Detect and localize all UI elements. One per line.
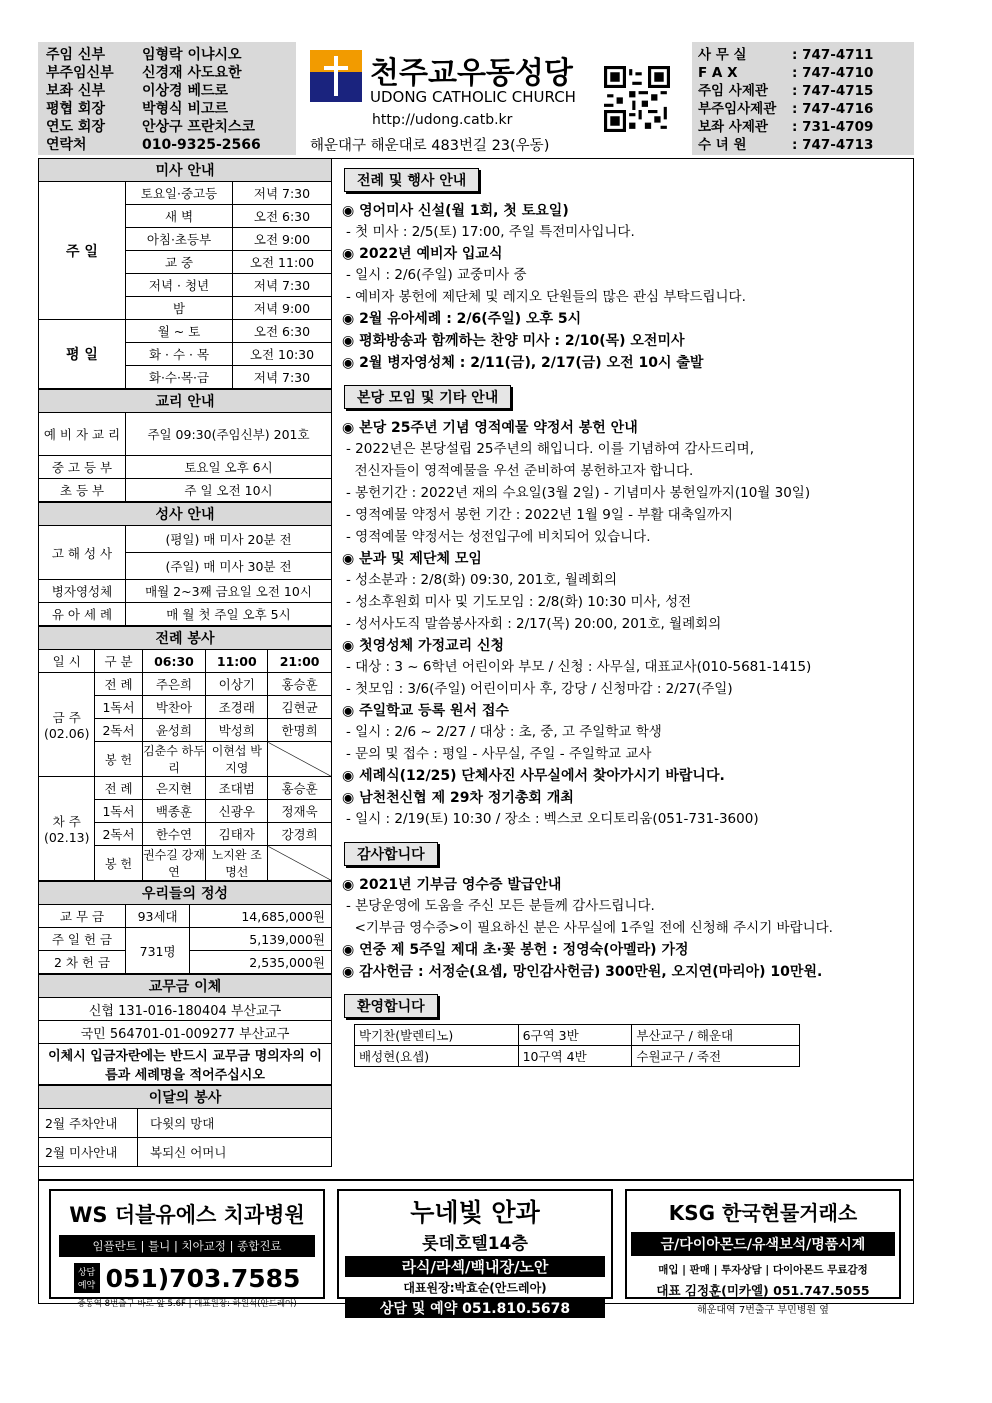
week-label xyxy=(39,777,95,881)
table-cell: 화 · 수 · 목 xyxy=(126,343,233,366)
church-logo-icon xyxy=(310,50,362,102)
monthly-service-table xyxy=(38,1085,332,1167)
week-date: (02.13) xyxy=(43,830,90,845)
table-cell: 5,139,000원 xyxy=(190,928,332,951)
table-cell: 매월 2~3째 금요일 오전 10시 xyxy=(126,580,332,603)
phone-number: : 747-4716 xyxy=(792,101,874,117)
table-cell: 오전 11:00 xyxy=(233,251,332,274)
table-cell: 2,535,000원 xyxy=(190,951,332,974)
ad-exchange-address: 해운대역 7번출구 부민병원 옆 xyxy=(697,1305,829,1316)
table-row xyxy=(39,182,332,205)
clergy-name: 임형락 이냐시오 xyxy=(142,47,242,63)
ad-eye-phone: 상담 및 예약 051.810.5678 xyxy=(345,1298,605,1318)
announcement-line: - 2022년은 본당설립 25주년의 해입니다. 이를 기념하여 감사드리며, xyxy=(346,441,755,457)
table-cell: 731명 xyxy=(126,928,190,974)
announcement-heading: ◉ 감사헌금 : 서정순(요셉, 망인감사헌금) 300만원, 오지연(마리아) 10만원. xyxy=(342,964,823,980)
table-cell: 전 례 xyxy=(95,777,142,800)
table-cell: 김춘수 하두리 xyxy=(142,742,206,777)
phone-label: 수 녀 원 xyxy=(698,137,747,153)
table-cell: 2독서 xyxy=(95,719,142,742)
table-cell: 저녁 · 청년 xyxy=(126,274,233,297)
phone-label: F A X xyxy=(698,65,738,81)
announcement-heading: ◉ 평화방송과 함께하는 찬양 미사 : 2/10(목) 오전미사 xyxy=(342,333,685,349)
table-row xyxy=(39,673,332,696)
clergy-role: 연락처 xyxy=(46,137,87,153)
table-cell: 백종훈 xyxy=(142,800,206,823)
phone-label: 주임 사제관 xyxy=(698,83,768,99)
table-cell: 이상기 xyxy=(206,673,268,696)
table-row xyxy=(39,456,332,479)
section-tag: 전례 및 행사 안내 xyxy=(344,168,479,192)
church-name-kr: 천주교우동성당 xyxy=(370,56,573,91)
mass-table xyxy=(38,158,332,389)
ad-eye-title: 누네빛 안과 xyxy=(410,1198,540,1227)
transfer-title: 교무금 이체 xyxy=(39,975,332,998)
table-cell: 일 시 xyxy=(39,650,95,673)
clergy-row xyxy=(46,46,296,64)
ad-dental[interactable] xyxy=(49,1189,325,1309)
table-cell: 06:30 xyxy=(142,650,206,673)
phone-label: 사 무 실 xyxy=(698,47,747,63)
announcement-heading: ◉ 2022년 예비자 입교식 xyxy=(342,246,503,262)
table-cell: 2독서 xyxy=(95,823,142,846)
left-column xyxy=(38,158,332,1167)
welcome-table xyxy=(354,1024,800,1067)
table-cell: 수원교구 / 죽전 xyxy=(632,1046,800,1067)
clergy-role: 연도 회장 xyxy=(46,119,105,135)
table-cell: 14,685,000원 xyxy=(190,905,332,928)
phone-row xyxy=(698,82,914,100)
table-cell: 오전 9:00 xyxy=(233,228,332,251)
announcement-line: - 본당운영에 도움을 주신 모든 분들께 감사드립니다. xyxy=(346,898,655,914)
table-cell: 은지현 xyxy=(142,777,206,800)
phone-row xyxy=(698,118,914,136)
table-cell: 월 ~ 토 xyxy=(126,320,233,343)
table-cell: 저녁 9:00 xyxy=(233,297,332,320)
phone-number: : 747-4715 xyxy=(792,83,874,99)
clergy-name: 신경재 사도요한 xyxy=(142,65,242,81)
table-cell: 정재욱 xyxy=(268,800,332,823)
ad-exchange-items: 금/다이아몬드/유색보석/명품시계 xyxy=(631,1232,895,1256)
sunday-label: 주 일 xyxy=(39,182,126,320)
announcement-line: - 성소분과 : 2/8(화) 09:30, 201호, 월례회의 xyxy=(346,572,618,588)
table-cell: 새 벽 xyxy=(126,205,233,228)
table-cell: 병자영성체 xyxy=(39,580,126,603)
table-row xyxy=(355,1046,800,1067)
table-cell: 홍승훈 xyxy=(268,673,332,696)
table-cell: 복되신 어머니 xyxy=(138,1138,332,1167)
table-cell: 주일 09:30(주임신부) 201호 xyxy=(126,413,332,456)
ad-dental-call-label: 상담 예약 xyxy=(74,1263,100,1293)
table-cell: 구 분 xyxy=(95,650,142,673)
ads-bar xyxy=(38,1180,914,1317)
week-name: 차 주 xyxy=(52,814,81,829)
ad-eye-director: 대표원장:박효순(안드레아) xyxy=(403,1281,547,1295)
offering-table xyxy=(38,881,332,974)
announcement-line: - 성소후원회 미사 및 기도모임 : 2/8(화) 10:30 미사, 성전 xyxy=(346,594,692,610)
week-date: (02.06) xyxy=(43,726,90,741)
clergy-role: 부주임신부 xyxy=(46,65,114,81)
table-cell: 오전 6:30 xyxy=(233,205,332,228)
announcement-heading: ◉ 남천천신협 제 29차 정기총회 개최 xyxy=(342,790,574,806)
announcement-line: <기부금 영수증>이 필요하신 분은 사무실에 1주일 전에 신청해 주시기 바랍니다. xyxy=(346,920,833,936)
table-cell: 조경래 xyxy=(206,696,268,719)
table-cell: 1독서 xyxy=(95,696,142,719)
announcement-line: 전신자들이 영적예물을 우선 준비하여 봉헌하고자 합니다. xyxy=(346,463,694,479)
table-cell: 93세대 xyxy=(126,905,190,928)
table-cell: 2월 주차안내 xyxy=(39,1109,138,1138)
table-cell: 11:00 xyxy=(206,650,268,673)
clergy-info xyxy=(38,42,296,155)
church-name-en: UDONG CATHOLIC CHURCH xyxy=(370,88,576,106)
table-cell: 홍승훈 xyxy=(268,777,332,800)
table-row xyxy=(39,1109,332,1138)
clergy-name: 010-9325-2566 xyxy=(142,137,261,153)
table-cell: 중 고 등 부 xyxy=(39,456,126,479)
ad-exchange-title: KSG 한국현물거래소 xyxy=(668,1201,858,1225)
service-title: 전례 봉사 xyxy=(39,627,332,650)
table-cell: 이현섭 박지영 xyxy=(206,742,268,777)
phone-number: : 747-4710 xyxy=(792,65,874,81)
table-cell: 2월 미사안내 xyxy=(39,1138,138,1167)
mass-title: 미사 안내 xyxy=(39,159,332,182)
table-cell: 노지완 조명선 xyxy=(206,846,268,881)
table-row xyxy=(39,650,332,673)
table-cell: 김현균 xyxy=(268,696,332,719)
announcement-line: - 예비자 봉헌에 제단체 및 레지오 단원들의 많은 관심 부탁드립니다. xyxy=(346,289,746,305)
announcement-line: - 영적예물 약정서는 성전입구에 비치되어 있습니다. xyxy=(346,529,651,545)
table-cell xyxy=(268,846,332,881)
table-cell: 봉 헌 xyxy=(95,846,142,881)
table-row xyxy=(39,928,332,951)
church-address: 해운대구 해운대로 483번길 23(우동) xyxy=(310,138,550,154)
table-row xyxy=(39,413,332,456)
table-cell: 1독서 xyxy=(95,800,142,823)
weekday-label: 평 일 xyxy=(39,320,126,389)
table-row xyxy=(39,580,332,603)
announcement-line: - 영적예물 약정서 봉헌 기간 : 2022년 1월 9일 - 부활 대축일까지 xyxy=(346,507,733,523)
table-cell: 박성희 xyxy=(206,719,268,742)
ad-dental-services: 임플란트 | 틀니 | 치아교정 | 종합진료 xyxy=(59,1235,315,1257)
announcement-line: - 대상 : 3 ~ 6학년 어린이와 부모 / 신청 : 사무실, 대표교사(010-5681-1415) xyxy=(346,659,812,675)
announcement-line: - 첫 미사 : 2/5(토) 17:00, 주일 특전미사입니다. xyxy=(346,224,635,240)
offering-title: 우리들의 정성 xyxy=(39,882,332,905)
table-cell: 교 중 xyxy=(126,251,233,274)
table-cell xyxy=(268,742,332,777)
announcement-heading: ◉ 첫영성체 가정교리 신청 xyxy=(342,638,505,654)
clergy-role: 보좌 신부 xyxy=(46,83,105,99)
table-cell: 이체시 입금자란에는 반드시 교무금 명의자의 이름과 세례명을 적어주십시오 xyxy=(39,1044,332,1085)
week-name: 금 주 xyxy=(52,710,81,725)
announcement-line: - 일시 : 2/6(주일) 교중미사 중 xyxy=(346,267,527,283)
table-cell: 권수길 강재연 xyxy=(142,846,206,881)
table-cell: 배성현(요셉) xyxy=(355,1046,519,1067)
table-row xyxy=(39,479,332,502)
table-cell: 오전 6:30 xyxy=(233,320,332,343)
announcement-heading: ◉ 2021년 기부금 영수증 발급안내 xyxy=(342,877,562,893)
announcement-line: - 일시 : 2/19(토) 10:30 / 장소 : 벡스코 오디토리움(051-731-3600) xyxy=(346,811,759,827)
table-row xyxy=(39,603,332,626)
phone-number: : 747-4713 xyxy=(792,137,874,153)
table-cell: (주일) 매 미사 30분 전 xyxy=(126,553,332,580)
table-cell: 전 례 xyxy=(95,673,142,696)
table-cell: 토요일 오후 6시 xyxy=(126,456,332,479)
table-cell: 저녁 7:30 xyxy=(233,274,332,297)
announcement-heading: ◉ 주일학교 등록 원서 접수 xyxy=(342,703,509,719)
table-row xyxy=(39,905,332,928)
announcement-line: - 성서사도직 말씀봉사자회 : 2/17(목) 20:00, 201호, 월례회의 xyxy=(346,616,722,632)
office-phones xyxy=(692,42,914,155)
ad-exchange[interactable] xyxy=(625,1189,901,1316)
table-cell: 2 차 헌 금 xyxy=(39,951,126,974)
week-label xyxy=(39,673,95,777)
clergy-role: 평협 회장 xyxy=(46,101,105,117)
announcements xyxy=(340,158,914,1067)
clergy-row xyxy=(46,82,296,100)
table-cell: 부산교구 / 해운대 xyxy=(632,1025,800,1046)
announcement-line: - 일시 : 2/6 ~ 2/27 / 대상 : 초, 중, 고 주일학교 학생 xyxy=(346,724,662,740)
announcement-line: - 봉헌기간 : 2022년 재의 수요일(3월 2일) - 기념미사 봉헌일까지(10월 30일) xyxy=(346,485,811,501)
ad-dental-phone: 051)703.7585 xyxy=(105,1263,301,1293)
ad-dental-address: 중동역 8번출구 바로 앞 5.6F | 대표원장: 하원석(안드레아) xyxy=(77,1299,297,1309)
table-cell: 토요일·중고등 xyxy=(126,182,233,205)
ad-exchange-phone: 대표 김정훈(미카엘) 051.747.5055 xyxy=(656,1283,870,1298)
table-cell: 유 아 세 례 xyxy=(39,603,126,626)
ad-eye-clinic[interactable] xyxy=(337,1189,613,1317)
phone-number: : 747-4711 xyxy=(792,47,874,63)
phone-label: 부주임사제관 xyxy=(698,101,777,117)
table-row xyxy=(355,1025,800,1046)
announcement-heading: ◉ 본당 25주년 기념 영적예물 약정서 봉헌 안내 xyxy=(342,420,638,436)
table-cell: (평일) 매 미사 20분 전 xyxy=(126,526,332,553)
table-cell: 아침·초등부 xyxy=(126,228,233,251)
doctrine-table xyxy=(38,389,332,502)
confession-label: 고 해 성 사 xyxy=(39,526,126,580)
phone-number: : 731-4709 xyxy=(792,119,874,135)
clergy-name: 이상경 베드로 xyxy=(142,83,229,99)
table-cell: 6구역 3반 xyxy=(518,1025,632,1046)
ad-exchange-services: 매입 | 판매 | 투자상담 | 다이아몬드 무료감정 xyxy=(658,1264,868,1276)
table-cell: 봉 헌 xyxy=(95,742,142,777)
table-cell: 저녁 7:30 xyxy=(233,366,332,389)
transfer-table xyxy=(38,974,332,1085)
table-cell: 윤성희 xyxy=(142,719,206,742)
clergy-role: 주임 신부 xyxy=(46,47,105,63)
clergy-row xyxy=(46,118,296,136)
phone-row xyxy=(698,46,914,64)
table-cell: 교 무 금 xyxy=(39,905,126,928)
table-cell: 저녁 7:30 xyxy=(233,182,332,205)
phone-row xyxy=(698,64,914,82)
ad-eye-services: 라식/라섹/백내장/노안 xyxy=(345,1256,605,1277)
table-row xyxy=(39,526,332,553)
table-cell: 오전 10:30 xyxy=(233,343,332,366)
church-url[interactable]: http://udong.catb.kr xyxy=(372,112,513,128)
announcement-heading: ◉ 분과 및 제단체 모임 xyxy=(342,551,482,567)
qr-code-icon[interactable] xyxy=(604,66,670,132)
table-cell: 조대범 xyxy=(206,777,268,800)
section-tag: 본당 모임 및 기타 안내 xyxy=(344,385,511,409)
announcement-heading: ◉ 세례식(12/25) 단체사진 사무실에서 찾아가시기 바랍니다. xyxy=(342,768,725,784)
phone-row xyxy=(698,100,914,118)
table-row xyxy=(39,320,332,343)
table-cell: 박찬아 xyxy=(142,696,206,719)
table-cell: 화·수·목·금 xyxy=(126,366,233,389)
table-row xyxy=(39,1138,332,1167)
table-cell: 매 월 첫 주일 오후 5시 xyxy=(126,603,332,626)
clergy-row xyxy=(46,136,296,154)
announcement-heading: ◉ 2월 유아세례 : 2/6(주일) 오후 5시 xyxy=(342,311,582,327)
table-cell: 박기찬(발렌티노) xyxy=(355,1025,519,1046)
phone-label: 보좌 사제관 xyxy=(698,119,768,135)
announcement-heading: ◉ 영어미사 신설(월 1회, 첫 토요일) xyxy=(342,203,569,219)
table-cell: 10구역 4반 xyxy=(518,1046,632,1067)
sacrament-table xyxy=(38,502,332,626)
announcement-line: - 첫모임 : 3/6(주일) 어린이미사 후, 강당 / 신청마감 : 2/27(주일) xyxy=(346,681,733,697)
ad-dental-title: WS 더블유에스 치과병원 xyxy=(69,1203,305,1227)
table-cell: 한명희 xyxy=(268,719,332,742)
table-cell: 주은희 xyxy=(142,673,206,696)
table-cell: 주 일 오전 10시 xyxy=(126,479,332,502)
service-table xyxy=(38,626,332,881)
announcement-line: - 문의 및 접수 : 평일 - 사무실, 주일 - 주일학교 교사 xyxy=(346,746,652,762)
clergy-row xyxy=(46,64,296,82)
table-cell: 한수연 xyxy=(142,823,206,846)
section-tag: 환영합니다 xyxy=(344,994,438,1018)
table-cell: 신협 131-016-180404 부산교구 xyxy=(39,998,332,1021)
phone-row xyxy=(698,136,914,154)
doctrine-title: 교리 안내 xyxy=(39,390,332,413)
sacrament-title: 성사 안내 xyxy=(39,503,332,526)
monthly-title: 이달의 봉사 xyxy=(39,1086,332,1109)
table-cell: 21:00 xyxy=(268,650,332,673)
clergy-row xyxy=(46,100,296,118)
section-tag: 감사합니다 xyxy=(344,842,438,866)
table-cell: 강경희 xyxy=(268,823,332,846)
table-cell: 김태자 xyxy=(206,823,268,846)
table-cell: 국민 564701-01-009277 부산교구 xyxy=(39,1021,332,1044)
clergy-name: 안상구 프란치스코 xyxy=(142,119,256,135)
table-cell: 예 비 자 교 리 xyxy=(39,413,126,456)
announcement-heading: ◉ 2월 병자영성체 : 2/11(금), 2/17(금) 오전 10시 출발 xyxy=(342,355,704,371)
announcement-heading: ◉ 연중 제 5주일 제대 초·꽃 봉헌 : 정영숙(아멜라) 가정 xyxy=(342,942,689,958)
table-row xyxy=(39,777,332,800)
table-cell: 주 일 헌 금 xyxy=(39,928,126,951)
table-cell: 다윗의 망대 xyxy=(138,1109,332,1138)
table-cell: 밤 xyxy=(126,297,233,320)
ad-eye-location: 롯데호텔14층 xyxy=(422,1234,528,1254)
table-cell: 초 등 부 xyxy=(39,479,126,502)
clergy-name: 박형식 비고르 xyxy=(142,101,229,117)
table-cell: 신광우 xyxy=(206,800,268,823)
